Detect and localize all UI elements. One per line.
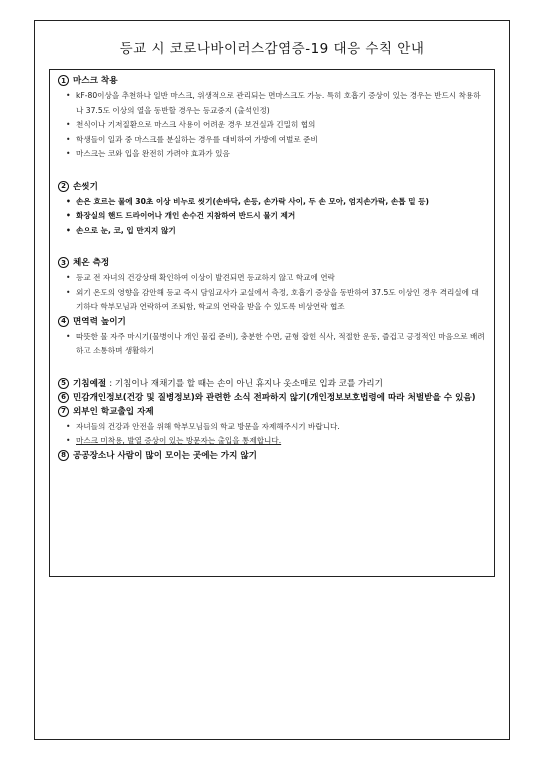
bullet-icon: • xyxy=(66,225,71,235)
list-item xyxy=(58,209,486,224)
item-list xyxy=(58,89,486,162)
section-handwashing xyxy=(58,180,486,239)
section-immunity xyxy=(58,315,486,359)
section-heading xyxy=(58,74,486,88)
guidelines-box xyxy=(49,69,495,577)
item-list xyxy=(58,271,486,315)
bullet-icon: • xyxy=(66,149,71,158)
bullet-icon: • xyxy=(66,211,71,220)
bullet-icon: • xyxy=(66,421,71,431)
list-item xyxy=(58,89,486,118)
heading-text: 체온 측정 xyxy=(73,258,110,268)
item-text: 손으로 눈, 코, 입 만지지 않기 xyxy=(76,225,176,235)
section-heading xyxy=(58,405,486,419)
list-item xyxy=(58,271,486,286)
section-public-places xyxy=(58,449,486,463)
section-heading xyxy=(58,315,486,329)
heading-text: 공공장소나 사람이 많이 모이는 곳에는 가지 않기 xyxy=(73,450,257,461)
item-list xyxy=(58,330,486,359)
heading-text: 마스크 착용 xyxy=(73,76,118,86)
item-text: 마스크는 코와 입을 완전히 가려야 효과가 있음 xyxy=(76,149,230,158)
circled-number: 5 xyxy=(58,378,69,389)
circled-number: 3 xyxy=(58,257,69,268)
heading-detail: : 기침이나 재채기를 할 때는 손이 아닌 휴지나 옷소매로 입과 코를 가리기 xyxy=(109,378,383,389)
item-text: 화장실의 핸드 드라이어나 개인 손수건 지참하여 반드시 물기 제거 xyxy=(76,211,296,220)
item-text: 손은 흐르는 물에 30초 이상 비누로 씻기(손바닥, 손등, 손가락 사이, 두 손 모아, 엄지손가락, 손톱 밑 등) xyxy=(76,196,429,206)
item-text: 등교 전 자녀의 건강상태 확인하여 이상이 발견되면 등교하지 않고 학교에 연락 xyxy=(76,273,335,282)
list-item xyxy=(58,330,486,359)
item-text: 천식이나 기저질환으로 마스크 사용이 어려운 경우 보건실과 긴밀히 협의 xyxy=(76,120,316,129)
bullet-icon: • xyxy=(66,331,71,341)
item-list xyxy=(58,195,486,239)
bullet-icon: • xyxy=(66,436,71,445)
page-frame xyxy=(34,20,510,740)
item-text: 따뜻한 물 자주 마시기(물병이나 개인 물컵 준비), 충분한 수면, 균형 잡힌 식사, 적절한 운동, 즐겁고 긍정적인 마음으로 배려하고 소통하며 생활하기 xyxy=(76,331,485,355)
bullet-icon: • xyxy=(66,134,71,144)
bullet-icon: • xyxy=(66,287,71,297)
list-item xyxy=(58,286,486,315)
list-item xyxy=(58,147,486,162)
bullet-icon: • xyxy=(66,273,71,282)
heading-text: 기침예절 xyxy=(73,378,107,389)
item-text: 학생들이 일과 중 마스크를 분실하는 경우를 대비하여 가방에 여벌로 준비 xyxy=(76,134,318,144)
heading-text: 외부인 학교출입 자제 xyxy=(73,406,154,417)
circled-number: 1 xyxy=(58,75,69,86)
item-text: kF-80이상을 추천하나 일반 마스크, 위생적으로 관리되는 면마스크도 가능. 특히 호흡기 증상이 있는 경우는 반드시 착용하나 37.5도 이상의 열을 동반할 경우는 등교중지 (출석인정) xyxy=(76,91,481,115)
section-cough-etiquette xyxy=(58,377,486,391)
list-item xyxy=(58,224,486,239)
list-item xyxy=(58,118,486,133)
bullet-icon: • xyxy=(66,120,71,129)
section-privacy xyxy=(58,391,486,405)
heading-text: 민감개인정보(건강 및 질병정보)와 관련한 소식 전파하지 않기(개인정보보호법령에 따라 처벌받을 수 있음) xyxy=(73,392,476,403)
list-item xyxy=(58,133,486,148)
section-visitors xyxy=(58,405,486,449)
heading-text: 면역력 높이기 xyxy=(73,316,126,327)
section-heading xyxy=(58,256,486,270)
page-title: 등교 시 코로나바이러스감염증-19 대응 수칙 안내 xyxy=(119,41,425,57)
bullet-icon: • xyxy=(66,196,71,206)
section-heading xyxy=(58,377,486,391)
heading-text: 손씻기 xyxy=(73,181,98,192)
circled-number: 8 xyxy=(58,450,69,461)
section-heading xyxy=(58,180,486,194)
list-item xyxy=(58,434,486,449)
list-item xyxy=(58,420,486,435)
circled-number: 7 xyxy=(58,406,69,417)
circled-number: 4 xyxy=(58,316,69,327)
circled-number: 6 xyxy=(58,392,69,403)
list-item xyxy=(58,195,486,210)
section-heading xyxy=(58,449,486,463)
bullet-icon: • xyxy=(66,91,71,100)
item-text: 마스크 미착용, 발열 증상이 있는 방문자는 출입을 통제합니다. xyxy=(76,436,282,445)
section-temperature xyxy=(58,256,486,315)
section-mask xyxy=(58,74,486,162)
circled-number: 2 xyxy=(58,181,69,192)
item-text: 외기 온도의 영향을 감안해 등교 즉시 담임교사가 교실에서 측정, 호흡기 증상을 동반하여 37.5도 이상인 경우 격리실에 대기하다 학부모님과 연락하여 조퇴함, 학교의 연락을 받을 수 있도록 비상연락 협조 xyxy=(76,287,479,311)
item-list xyxy=(58,420,486,449)
item-text: 자녀들의 건강과 안전을 위해 학부모님들의 학교 방문을 자제해주시기 바랍니다. xyxy=(76,421,340,431)
section-heading xyxy=(58,391,486,405)
